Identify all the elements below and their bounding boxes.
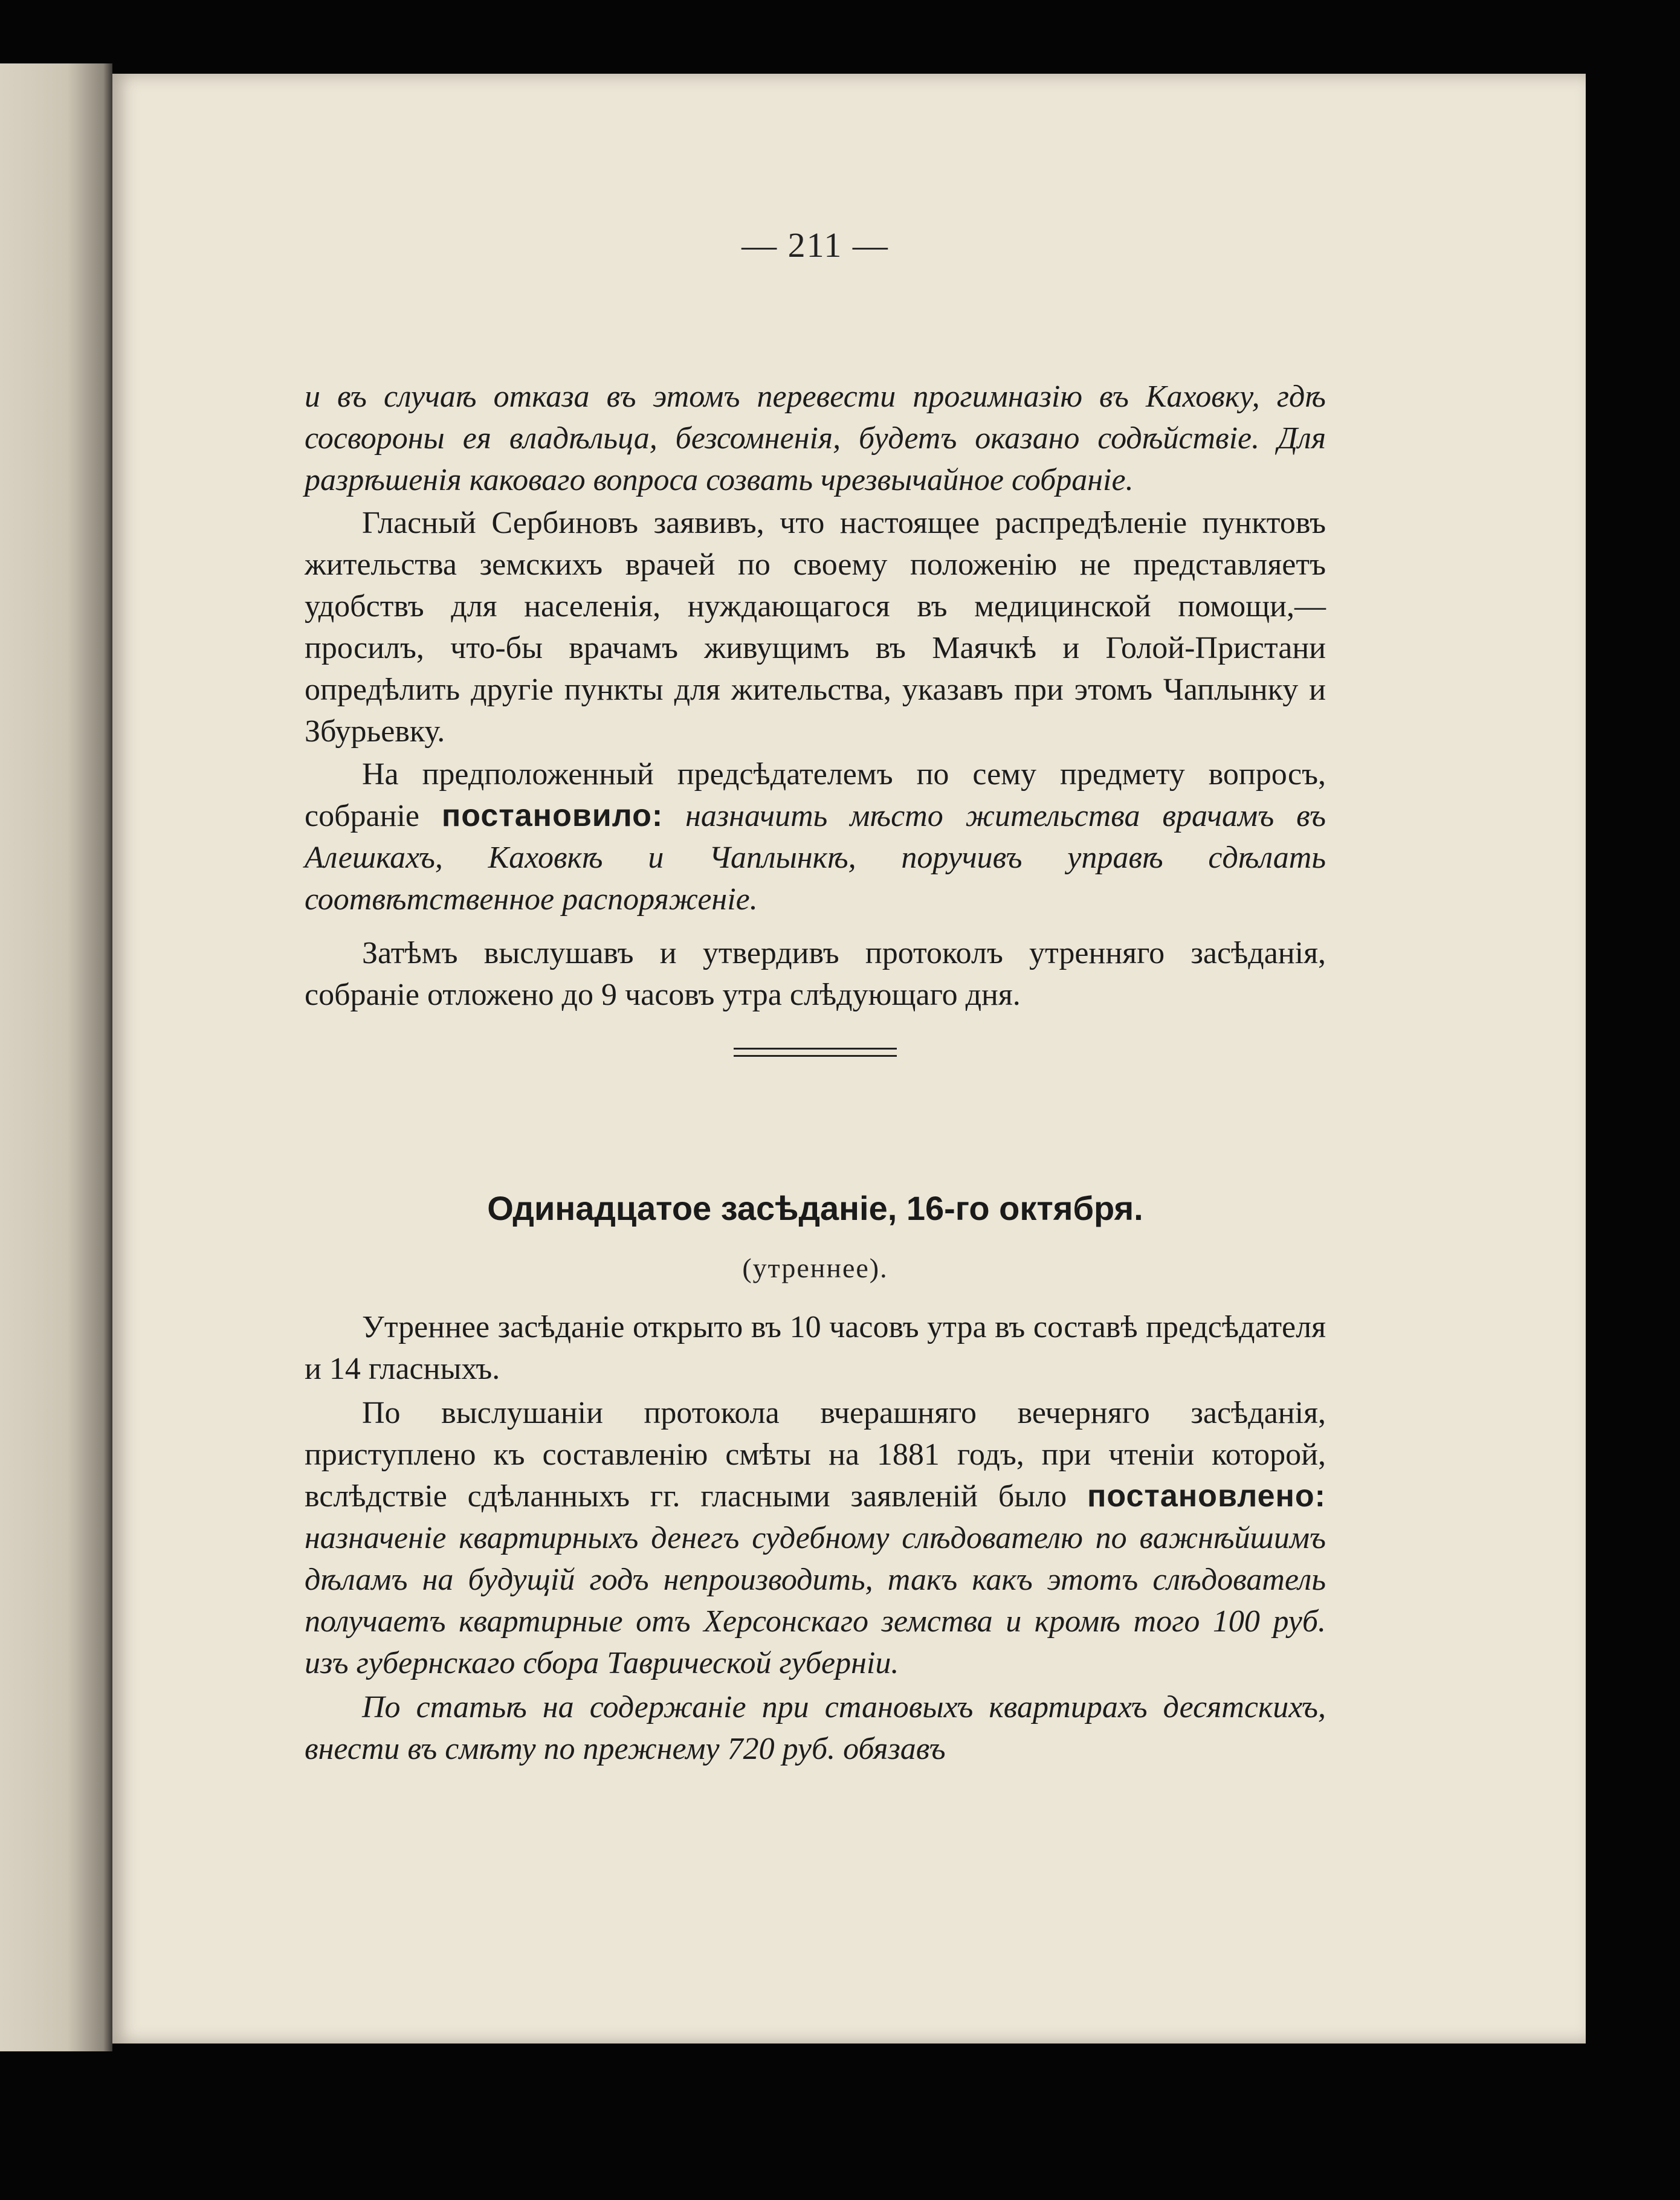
text-block-top	[305, 376, 1326, 1016]
paragraph-question-text: На предположенный предсѣдателемъ по сему предмету вопросъ, собраніе	[305, 757, 1326, 833]
resolution-text: назначить мѣсто жительства врачамъ въ Алешкахъ, Каховкѣ и Чаплынкѣ, поручивъ управѣ сдѣлать соотвѣтственное распоряженіе.	[305, 799, 1326, 917]
text-block-bottom	[305, 1306, 1326, 1770]
resolved-keyword: постановило:	[441, 798, 664, 833]
resolution-text-2: назначеніе квартирныхъ денегъ судебному слѣдователю по важнѣйшимъ дѣламъ на будущій годъ непроизводить, такъ какъ этотъ слѣдователь получаетъ квартирные отъ Херсонскаго земства и кромѣ того 100 руб. изъ губернскаго сбора Таврической губерніи.	[305, 1521, 1326, 1680]
paragraph-serbinov: Гласный Сербиновъ заявивъ, что настоящее распредѣленіе пунктовъ жительства земскихъ врачей по своему положенію не представляетъ удобствъ для населенія, нуждающагося въ медицинской помощи,—просилъ, что-бы врачамъ живущимъ въ Маячкѣ и Голой-Пристани опредѣлить другіе пункты для жительства, указавъ при этомъ Чаплынку и Збурьевку.	[305, 506, 1326, 749]
paragraph-adjourned: Затѣмъ выслушавъ и утвердивъ протоколъ утренняго засѣданія, собраніе отложено до 9 часовъ утра слѣдующаго дня.	[305, 936, 1326, 1012]
section-heading: Одинадцатое засѣданіе, 16-го октября.	[487, 1189, 1143, 1227]
page-number: — 211 —	[741, 225, 889, 265]
facing-page-edge	[0, 63, 112, 2051]
paragraph-budget-text: По выслушаніи протокола вчерашняго вечерняго засѣданія, приступлено къ составленію смѣты на 1881 годъ, при чтеніи которой, вслѣдствіе сдѣланныхъ гг. гласными заявленій было	[305, 1396, 1326, 1514]
section-subheading: (утреннее).	[742, 1253, 888, 1283]
resolved-keyword-2: постановлено:	[1087, 1479, 1326, 1514]
paragraph-opened: Утреннее засѣданіе открыто въ 10 часовъ утра въ составѣ предсѣдателя и 14 гласныхъ.	[305, 1310, 1326, 1386]
paragraph-question	[305, 753, 1326, 920]
paragraph-resolution-end: и въ случаѣ отказа въ этомъ перевести прогимназію въ Каховку, гдѣ сосвороны ея владѣльца, безсомненія, будетъ оказано содѣйствіе. Для разрѣшенія каковаго вопроса созвать чрезвычайное собраніе.	[305, 379, 1326, 497]
paragraph-budget	[305, 1392, 1326, 1684]
paragraph-desyatskie: По статьѣ на содержаніе при становыхъ квартирахъ десятскихъ, внести въ смѣту по прежнему 720 руб. обязавъ	[305, 1690, 1326, 1766]
book-page	[112, 74, 1586, 2044]
section-divider	[734, 1048, 897, 1057]
